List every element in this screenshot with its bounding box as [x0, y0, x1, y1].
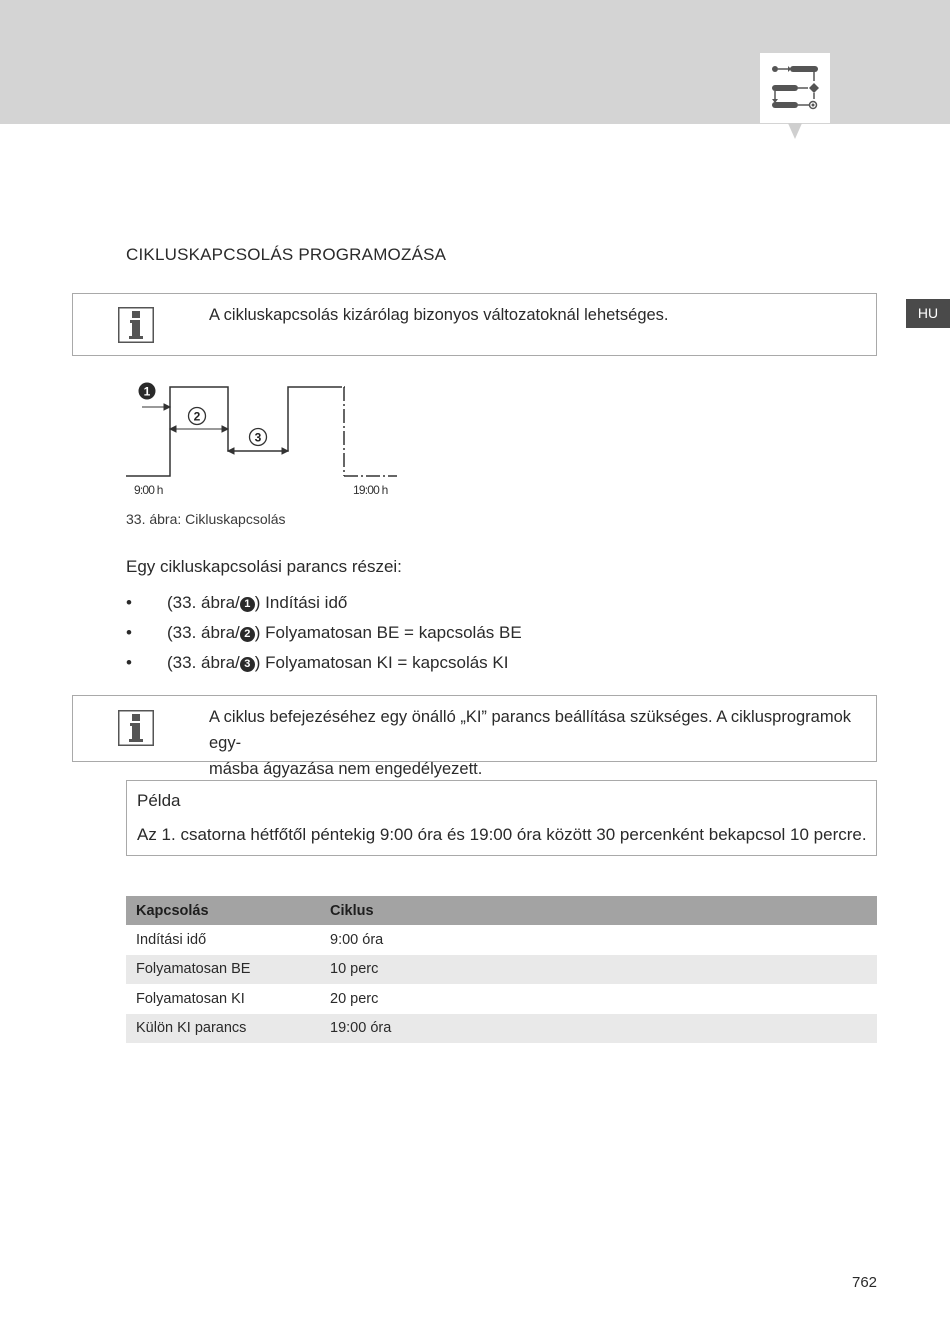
language-tab[interactable]: HU: [906, 299, 950, 328]
table-row: [126, 984, 877, 1014]
table-cell: 20 perc: [330, 990, 379, 1007]
program-flow-icon: [760, 53, 830, 123]
section-title: CIKLUSKAPCSOLÁS PROGRAMOZÁSA: [126, 245, 447, 264]
table-row: [126, 1014, 877, 1044]
cycle-diagram: [120, 375, 410, 500]
table-cell: Indítási idő: [136, 931, 207, 948]
table-cell: Folyamatosan BE: [126, 955, 320, 985]
list-item: [126, 620, 522, 650]
info-note: [72, 293, 877, 356]
number-badge: 3: [240, 657, 255, 672]
svg-text:3: 3: [254, 430, 262, 445]
item-text: ) Folyamatosan KI = kapcsolás KI: [254, 653, 509, 672]
time-start-label: 9:00 h: [134, 483, 163, 497]
note-text: [209, 704, 860, 782]
diagram-marker-2: [189, 408, 206, 425]
table-cell: 19:00 óra: [320, 1014, 877, 1044]
item-text: ) Indítási idő: [254, 593, 348, 612]
table-row: [126, 955, 877, 985]
info-icon: [118, 710, 154, 746]
note-text: A cikluskapcsolás kizárólag bizonyos változatoknál lehetséges.: [209, 306, 669, 324]
svg-text:2: 2: [193, 409, 201, 424]
column-header: Ciklus: [320, 896, 877, 925]
table-cell: Külön KI parancs: [126, 1014, 320, 1044]
column-header: Kapcsolás: [126, 896, 320, 925]
note-line-1: A ciklus befejezéséhez egy önálló „KI” parancs beállítása szükséges. A ciklusprogramok egy-: [209, 708, 852, 752]
parts-title: Egy cikluskapcsolási parancs részei:: [126, 557, 402, 576]
table-cell: Folyamatosan KI: [136, 990, 245, 1007]
diagram-marker-1: [139, 383, 156, 400]
example-text: Az 1. csatorna hétfőtől péntekig 9:00 óra és 19:00 óra között 30 percenként bekapcsol 10 percre.: [137, 825, 867, 844]
svg-text:1: 1: [143, 384, 151, 399]
number-badge: 1: [240, 597, 255, 612]
list-item: [126, 650, 522, 680]
bullet: •: [126, 623, 132, 642]
bullet: •: [126, 653, 132, 672]
item-prefix: (33. ábra/: [167, 653, 240, 672]
item-prefix: (33. ábra/: [167, 623, 240, 642]
schedule-table: [126, 896, 877, 1043]
diagram-marker-3: [250, 429, 267, 446]
example-title: Példa: [137, 791, 181, 810]
table-cell: 10 perc: [320, 955, 877, 985]
time-end-label: 19:00 h: [353, 483, 388, 497]
example-box: [126, 780, 877, 856]
page-number: 762: [852, 1274, 878, 1291]
figure-caption: 33. ábra: Cikluskapcsolás: [126, 511, 286, 527]
number-badge: 2: [240, 627, 255, 642]
info-icon: [118, 307, 154, 343]
table-row: [126, 925, 877, 955]
parts-list: [126, 590, 522, 680]
note-line-2: másba ágyazása nem engedélyezett.: [209, 760, 483, 778]
info-note: [72, 695, 877, 778]
table-cell: 9:00 óra: [330, 931, 384, 948]
table-header-row: [126, 896, 877, 925]
header-tab-pointer: [787, 121, 803, 139]
item-prefix: (33. ábra/: [167, 593, 240, 612]
list-item: [126, 590, 522, 620]
bullet: •: [126, 593, 132, 612]
item-text: ) Folyamatosan BE = kapcsolás BE: [254, 623, 522, 642]
